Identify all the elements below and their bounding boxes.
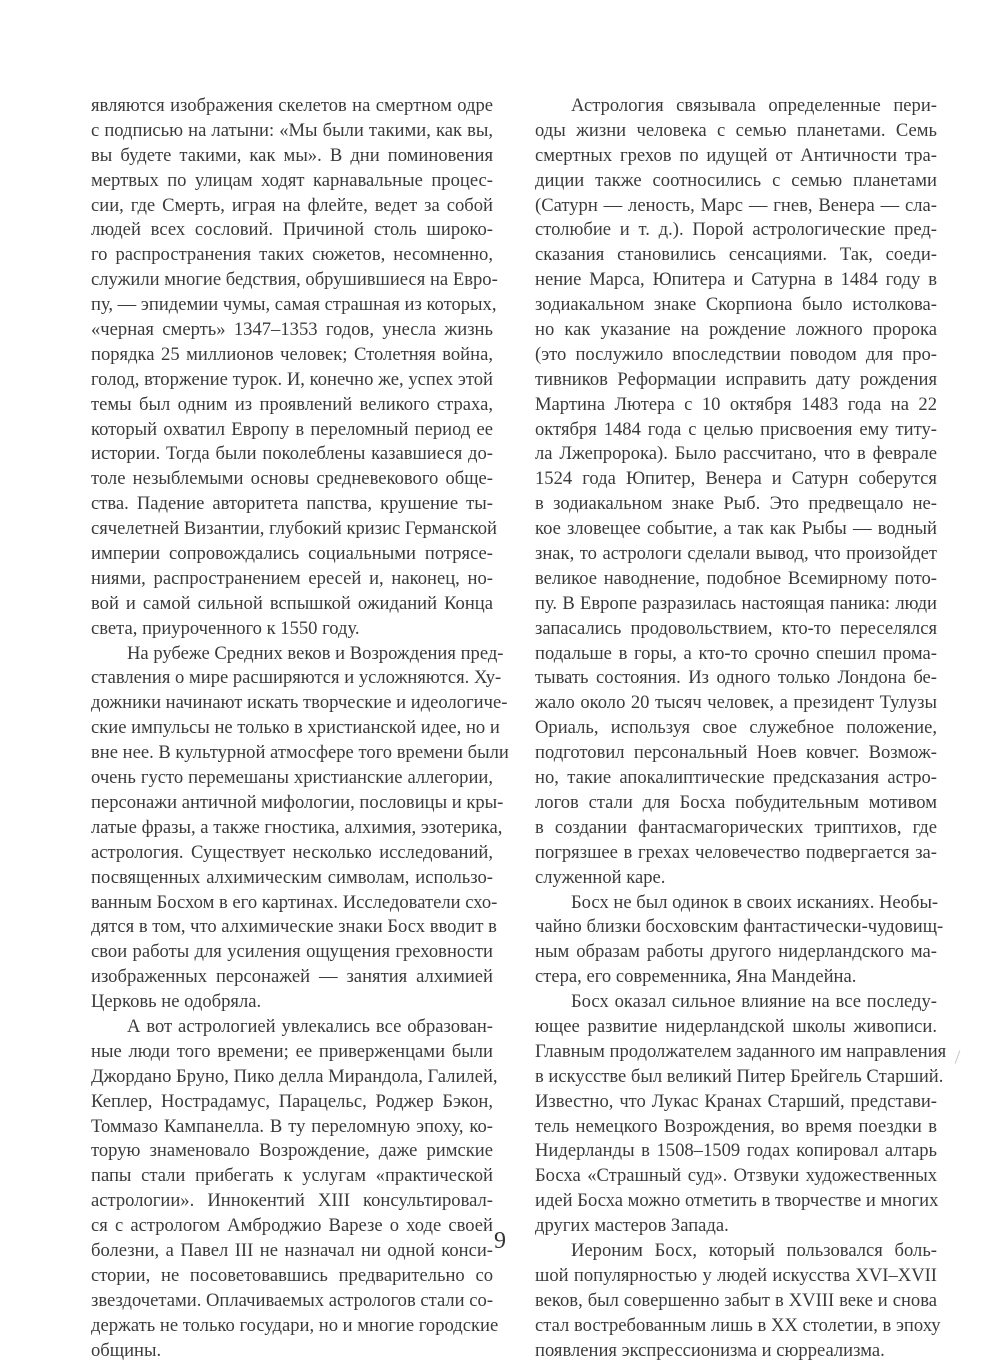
text-line: Томмазо Кампанелла. В ту переломную эпоху, ко- xyxy=(91,1115,493,1137)
text-line: стал востребованным лишь в XX столетии, в эпоху xyxy=(535,1314,941,1336)
text-line: нение Марса, Юпитера и Сатурна в 1484 году в xyxy=(535,269,937,291)
text-line: появления экспрессионизма и сюрреализма. xyxy=(535,1339,885,1361)
text-line: вне нее. В культурной атмосфере того времени были xyxy=(91,742,509,764)
text-line: мертвых по улицам ходят карнавальные процес- xyxy=(91,169,493,191)
text-line: ские импульсы не только в христианской идее, но и xyxy=(91,717,500,739)
scan-artifact-mark xyxy=(955,1050,961,1063)
text-line: дожники начинают искать творческие и идеологиче- xyxy=(91,692,508,714)
paragraph xyxy=(91,642,509,1015)
text-line: который охватил Европу в переломный период ее xyxy=(91,418,493,440)
text-line: служили многие бедствия, обрушившиеся на Евро- xyxy=(91,269,498,291)
text-line: оды жизни человека с семью планетами. Семь xyxy=(535,119,937,141)
text-line: А вот астрологией увлекались все образован- xyxy=(127,1015,493,1037)
text-line: вы будете такими, как мы». В дни поминовения xyxy=(91,144,493,166)
text-line: идей Босха можно отметить в творчестве и многих xyxy=(535,1190,939,1212)
text-line: диции также соотносились с семью планетами xyxy=(535,169,937,191)
text-line: тель немецкого Возрождения, во время поездки в xyxy=(535,1115,937,1137)
text-line: служенной каре. xyxy=(535,866,666,888)
text-line: Босх не был одинок в своих исканиях. Необы- xyxy=(571,891,939,913)
text-line: ла Лжепророка). Было рассчитано, что в феврале xyxy=(535,443,937,465)
text-line: ниями, распространением ересей и, наконец, но- xyxy=(91,567,493,589)
text-line: в зодиакальном знаке Рыб. Это предвещало не- xyxy=(535,493,937,515)
left-text-column xyxy=(91,94,509,1363)
text-line: великое наводнение, подобное Всемирному пото- xyxy=(535,567,937,589)
text-line: дятся в том, что алхимические знаки Босх вводит в xyxy=(91,916,497,938)
text-line: общины. xyxy=(91,1339,162,1361)
paragraph xyxy=(535,94,937,891)
text-line: ющее развитие нидерландской школы живописи. xyxy=(535,1015,937,1037)
text-line: ным образам работы другого нидерландского ма- xyxy=(535,941,937,963)
text-line: очень густо перемешаны христианские аллегории, xyxy=(91,767,493,789)
right-text-column xyxy=(535,94,947,1363)
text-line: с подписью на латыни: «Мы были такими, как вы, xyxy=(91,119,493,141)
text-line: астрология. Существует несколько исследований, xyxy=(91,841,493,863)
text-line: знак, то астрологи сделали вывод, что произойдет xyxy=(535,543,937,565)
text-line: столюбие и т. д.). Порой астрологические пред- xyxy=(535,219,937,241)
text-line: тивников Реформации исправить дату рождения xyxy=(535,368,937,390)
text-line: подготовил персональный Ноев ковчег. Возмож- xyxy=(535,742,937,764)
text-line: но, такие апокалиптические предсказания астро- xyxy=(535,767,937,789)
text-line: света, приуроченного к 1550 году. xyxy=(91,617,360,639)
text-line: Босх оказал сильное влияние на все последу- xyxy=(571,991,937,1013)
text-line: Босха «Страшный суд». Отзвуки художественных xyxy=(535,1165,937,1187)
text-line: ства. Падение авторитета папства, крушение ты- xyxy=(91,493,493,515)
text-line: сказания становились сенсациями. Так, соеди- xyxy=(535,244,937,266)
text-line: октября 1484 года с целью присвоения ему титу- xyxy=(535,418,937,440)
text-line: латые фразы, а также гностика, алхимия, эзотерика, xyxy=(91,816,503,838)
text-line: торую знаменовало Возрождение, даже римские xyxy=(91,1140,493,1162)
text-line: изображенных персонажей — занятия алхимией xyxy=(91,966,493,988)
text-line: ся с астрологом Амброджио Варезе о ходе своей xyxy=(91,1215,493,1237)
text-line: чайно близки босховским фантастически-чудовищ- xyxy=(535,916,944,938)
text-line: Астрология связывала определенные пери- xyxy=(571,95,937,116)
text-line: Иероним Босх, который пользовался боль- xyxy=(571,1239,937,1261)
paragraph xyxy=(91,94,498,642)
text-line: ные люди того времени; ее приверженцами были xyxy=(91,1040,493,1062)
text-line: запасались продовольствием, кто-то переселялся xyxy=(535,617,937,639)
text-line: истории. Тогда были поколеблены казавшиеся до- xyxy=(91,443,493,465)
text-line: звездочетами. Оплачиваемых астрологов стали со- xyxy=(91,1289,494,1311)
text-line: погрязшее в грехах человечество подвергается за- xyxy=(535,841,937,863)
text-line: астрологии». Иннокентий XIII консультировал- xyxy=(91,1190,493,1212)
text-line: Кеплер, Нострадамус, Парацельс, Роджер Бэкон, xyxy=(91,1090,493,1112)
text-line: (это послужило впоследствии поводом для про- xyxy=(535,343,937,365)
text-line: персонажи античной мифологии, пословицы и кры- xyxy=(91,791,504,813)
text-line: сии, где Смерть, играя на флейте, ведет за собой xyxy=(91,194,493,216)
text-line: Нидерланды в 1508–1509 годах копировал алтарь xyxy=(535,1140,937,1162)
text-line: вой и самой сильной вспышкой ожиданий Конца xyxy=(91,592,493,614)
text-line: держать не только государи, но и многие городские xyxy=(91,1314,499,1336)
text-line: в создании фантасмагорических триптихов, где xyxy=(535,816,937,838)
text-line: болезни, а Павел III не назначал ни одной конси- xyxy=(91,1239,493,1261)
text-line: ставления о мире расширяются и усложняются. Ху- xyxy=(91,667,502,689)
paragraph xyxy=(91,1015,499,1363)
text-line: логов стали для Босха побудительным мотивом xyxy=(535,791,937,813)
text-line: других мастеров Запада. xyxy=(535,1215,729,1237)
text-line: Главным продолжателем заданного им направления xyxy=(535,1040,947,1062)
text-line: «черная смерть» 1347–1353 годов, унесла жизнь xyxy=(91,319,493,341)
text-line: стории, не посоветовавшись предварительно со xyxy=(91,1264,493,1286)
paragraph xyxy=(535,1239,941,1363)
text-line: являются изображения скелетов на смертном одре xyxy=(91,95,493,116)
text-line: подальше в горы, а кто-то срочно спешил прома- xyxy=(535,642,937,664)
text-line: ванным Босхом в его картинах. Исследователи схо- xyxy=(91,891,498,913)
text-line: свои работы для усиления ощущения греховности xyxy=(91,941,493,963)
paragraph xyxy=(535,990,947,1239)
text-line: порядка 25 миллионов человек; Столетняя война, xyxy=(91,343,493,365)
text-line: в искусстве был великий Питер Брейгель Старший. xyxy=(535,1065,944,1087)
page-number: 9 xyxy=(494,1228,506,1254)
text-line: Известно, что Лукас Кранах Старший, представи- xyxy=(535,1090,937,1112)
text-line: толе незыблемыми основы средневекового обще- xyxy=(91,468,493,490)
text-line: людей всех сословий. Причиной столь широко- xyxy=(91,219,493,241)
text-line: голод, вторжение турок. И, конечно же, успех этой xyxy=(91,368,493,390)
text-line: Ориаль, используя свое служебное положение, xyxy=(535,717,937,739)
text-line: темы был одним из проявлений великого страха, xyxy=(91,393,493,415)
text-line: посвященных алхимическим символам, использо- xyxy=(91,866,493,888)
text-line: сячелетней Византии, глубокий кризис Германской xyxy=(91,518,497,540)
text-line: 1524 года Юпитер, Венера и Сатурн соберутся xyxy=(535,468,937,490)
text-line: тывать состояния. Из одного только Лондона бе- xyxy=(535,667,937,689)
text-line: кое зловещее событие, а так как Рыбы — водный xyxy=(535,518,937,540)
text-line: жало около 20 тысяч человек, а президент Тулузы xyxy=(535,692,937,714)
text-line: шой популярностью у людей искусства XVI–XVII xyxy=(535,1264,937,1286)
text-line: Джордано Бруно, Пико делла Мирандола, Галилей, xyxy=(91,1065,498,1087)
text-line: го распространения таких сюжетов, несомненно, xyxy=(91,244,493,266)
text-line: веков, был совершенно забыт в XVIII веке и снова xyxy=(535,1289,937,1311)
text-line: но как указание на рождение ложного пророка xyxy=(535,319,937,341)
text-line: На рубеже Средних веков и Возрождения пред- xyxy=(127,642,504,664)
text-line: зодиакальном знаке Скорпиона было истолкова- xyxy=(535,294,937,316)
text-line: Церковь не одобряла. xyxy=(91,991,262,1013)
text-line: (Сатурн — леность, Марс — гнев, Венера — сла- xyxy=(535,194,937,216)
text-line: империи сопровождались социальными потрясе- xyxy=(91,543,493,565)
text-line: Мартина Лютера с 10 октября 1483 года на 22 xyxy=(535,393,937,415)
text-line: пу. В Европе разразилась настоящая паника: люди xyxy=(535,592,937,614)
paragraph xyxy=(535,891,944,991)
text-line: стера, его современника, Яна Мандейна. xyxy=(535,966,857,988)
text-line: папы стали прибегать к услугам «практической xyxy=(91,1165,493,1187)
text-line: пу, — эпидемии чумы, самая страшная из которых, xyxy=(91,294,497,316)
text-line: смертных грехов по идущей от Античности тра- xyxy=(535,144,937,166)
